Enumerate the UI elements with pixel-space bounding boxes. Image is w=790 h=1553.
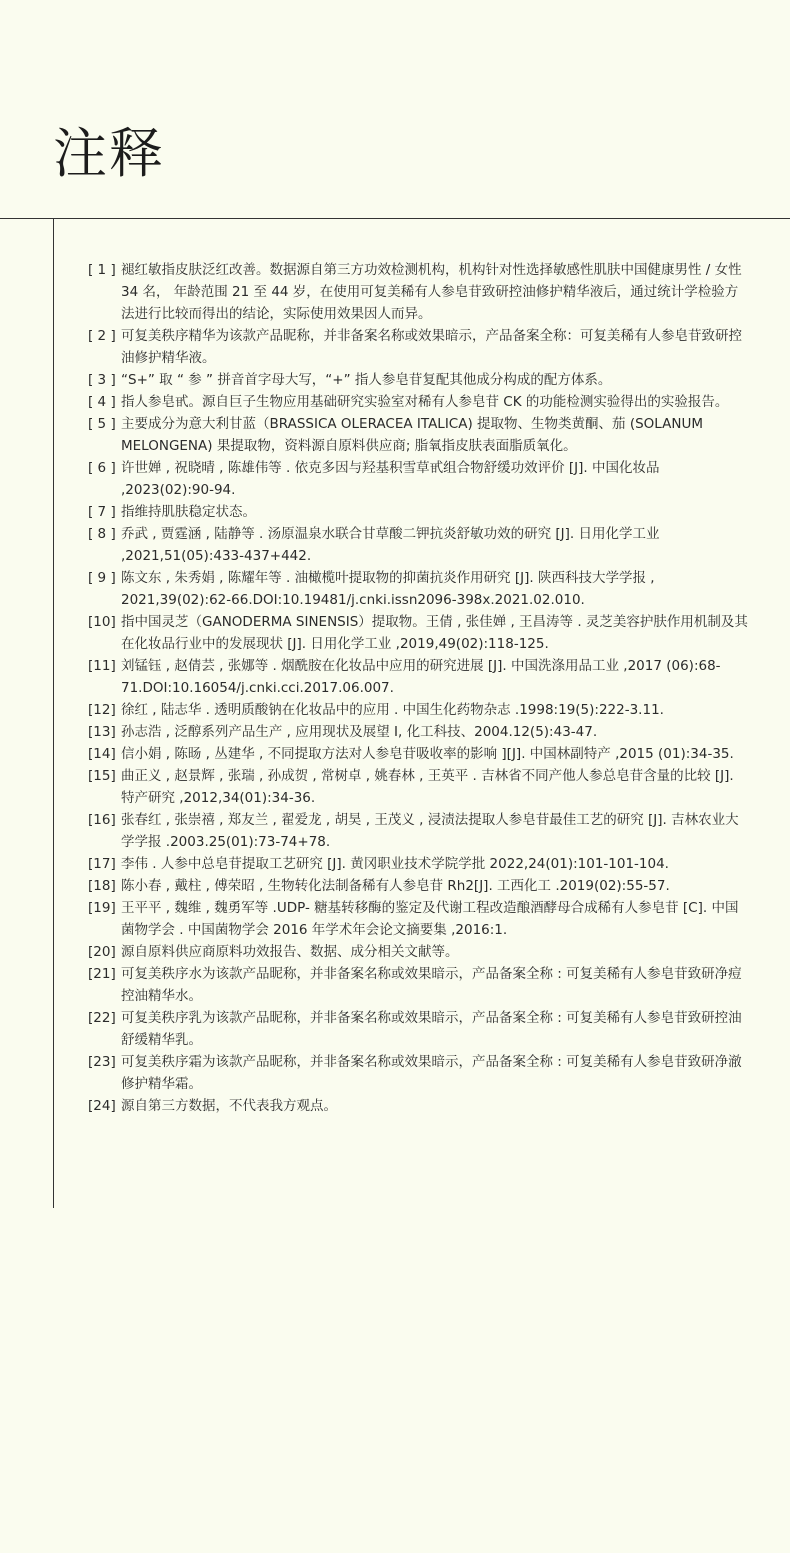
note-text: 可复美秩序霜为该款产品昵称，并非备案名称或效果暗示，产品备案全称 : 可复美稀有人参皂苷致研净澈修护精华霜。 [121, 1054, 742, 1092]
note-text: 陈小春 , 戴柱 , 傅荣昭 , 生物转化法制备稀有人参皂苷 Rh2[J]. 工西化工 .2019(02):55-57. [121, 878, 670, 894]
note-text: 指维持肌肤稳定状态。 [121, 504, 256, 520]
page-title: 注释 [53, 122, 165, 185]
note-number: [16] [88, 812, 116, 828]
note-number: [ 9 ] [88, 570, 116, 586]
note-text: 褪红敏指皮肤泛红改善。数据源自第三方功效检测机构，机构针对性选择敏感性肌肤中国健康男性 / 女性 34 名， 年龄范围 21 至 44 岁，在使用可复美稀有人参皂苷致研控油修护精华液后，通过统计学检验方法进行比较而得出的结论，实际使用效果因人而异。 [121, 262, 742, 322]
note-text: 徐红 , 陆志华 . 透明质酸钠在化妆品中的应用 . 中国生化药物杂志 .1998:19(5):222-3.11. [121, 702, 664, 718]
note-number: [ 1 ] [88, 262, 116, 278]
note-item [88, 853, 748, 875]
note-number: [ 7 ] [88, 504, 116, 520]
note-number: [ 6 ] [88, 460, 116, 476]
note-text: 指中国灵芝（GANODERMA SINENSIS）提取物。王倩 , 张佳婵 , 王昌涛等 . 灵芝美容护肤作用机制及其在化妆品行业中的发展现状 [J]. 日用化学工业 ,2019,49(02):118-125. [121, 614, 748, 652]
horizontal-divider [0, 218, 790, 219]
note-text: 源自第三方数据，不代表我方观点。 [121, 1098, 337, 1114]
note-item [88, 325, 748, 369]
note-text: 乔武 , 贾霆涵 , 陆静等 . 汤原温泉水联合甘草酸二钾抗炎舒敏功效的研究 [J]. 日用化学工业 ,2021,51(05):433-437+442. [121, 526, 660, 564]
note-item [88, 413, 748, 457]
note-number: [ 4 ] [88, 394, 116, 410]
note-number: [21] [88, 966, 116, 982]
note-item [88, 611, 748, 655]
note-item [88, 897, 748, 941]
note-number: [20] [88, 944, 116, 960]
note-text: “S+” 取 “ 参 ” 拼音首字母大写，“+” 指人参皂苷复配其他成分构成的配方体系。 [121, 372, 612, 388]
note-text: 刘锰钰 , 赵倩芸 , 张娜等 . 烟酰胺在化妆品中应用的研究进展 [J]. 中国洗涤用品工业 ,2017 (06):68-71.DOI:10.16054/j.cnki.cci.2017.06.007. [121, 658, 721, 696]
note-item [88, 743, 748, 765]
note-number: [ 8 ] [88, 526, 116, 542]
note-item [88, 1007, 748, 1051]
note-number: [19] [88, 900, 116, 916]
vertical-divider [53, 218, 54, 1208]
note-number: [11] [88, 658, 116, 674]
note-number: [ 3 ] [88, 372, 116, 388]
note-text: 主要成分为意大利甘蓝（BRASSICA OLERACEA ITALICA) 提取物、生物类黄酮、茄 (SOLANUM MELONGENA) 果提取物，资料源自原料供应商; 脂氧指皮肤表面脂质氧化。 [121, 416, 703, 454]
note-text: 王平平 , 魏维 , 魏勇军等 .UDP- 糖基转移酶的鉴定及代谢工程改造酿酒酵母合成稀有人参皂苷 [C]. 中国菌物学会 . 中国菌物学会 2016 年学术年会论文摘要集 ,2016:1. [121, 900, 739, 938]
note-item [88, 699, 748, 721]
note-text: 孙志浩 , 泛醇系列产品生产 , 应用现状及展望 I, 化工科技、2004.12(5):43-47. [121, 724, 598, 740]
note-text: 指人参皂甙。源自巨子生物应用基础研究实验室对稀有人参皂苷 CK 的功能检测实验得出的实验报告。 [121, 394, 729, 410]
note-item [88, 655, 748, 699]
note-item [88, 765, 748, 809]
note-item [88, 963, 748, 1007]
note-number: [13] [88, 724, 116, 740]
note-item [88, 369, 748, 391]
note-text: 源自原料供应商原料功效报告、数据、成分相关文献等。 [121, 944, 459, 960]
note-item [88, 501, 748, 523]
note-text: 曲正义 , 赵景辉 , 张瑞 , 孙成贺 , 常树卓 , 姚春林 , 王英平 . 吉林省不同产他人参总皂苷含量的比较 [J]. 特产研究 ,2012,34(01):34-36. [121, 768, 734, 806]
note-item [88, 259, 748, 325]
note-number: [14] [88, 746, 116, 762]
note-number: [22] [88, 1010, 116, 1026]
note-item [88, 875, 748, 897]
note-item [88, 809, 748, 853]
note-number: [18] [88, 878, 116, 894]
note-text: 信小娟 , 陈旸 , 丛建华 , 不同提取方法对人参皂苷吸收率的影响 ][J]. 中国林副特产 ,2015 (01):34-35. [121, 746, 734, 762]
note-number: [12] [88, 702, 116, 718]
note-text: 可复美秩序水为该款产品昵称，并非备案名称或效果暗示，产品备案全称 : 可复美稀有人参皂苷致研净痘控油精华水。 [121, 966, 742, 1004]
note-number: [ 5 ] [88, 416, 116, 432]
note-item [88, 523, 748, 567]
note-text: 许世婵 , 祝晓晴 , 陈雄伟等 . 依克多因与羟基积雪草甙组合物舒缓功效评价 [J]. 中国化妆品 ,2023(02):90-94. [121, 460, 660, 498]
note-item [88, 1095, 748, 1117]
note-item [88, 457, 748, 501]
note-text: 李伟 . 人参中总皂苷提取工艺研究 [J]. 黄冈职业技术学院学批 2022,24(01):101-101-104. [121, 856, 669, 872]
note-number: [17] [88, 856, 116, 872]
note-number: [23] [88, 1054, 116, 1070]
note-number: [15] [88, 768, 116, 784]
note-text: 陈文东 , 朱秀娟 , 陈耀年等 . 油橄榄叶提取物的抑菌抗炎作用研究 [J]. 陕西科技大学学报 , 2021,39(02):62-66.DOI:10.19481/j.cnki.issn2096-398x.2021.02.010. [121, 570, 655, 608]
note-item [88, 391, 748, 413]
note-text: 张春红 , 张崇禧 , 郑友兰 , 翟爱龙 , 胡昊 , 王茂义 , 浸渍法提取人参皂苷最佳工艺的研究 [J]. 吉林农业大学学报 .2003.25(01):73-74+78. [121, 812, 739, 850]
note-item [88, 721, 748, 743]
note-number: [24] [88, 1098, 116, 1114]
note-number: [ 2 ] [88, 328, 116, 344]
note-text: 可复美秩序精华为该款产品昵称，并非备案名称或效果暗示，产品备案全称：可复美稀有人参皂苷致研控油修护精华液。 [121, 328, 742, 366]
note-item [88, 567, 748, 611]
note-text: 可复美秩序乳为该款产品昵称，并非备案名称或效果暗示，产品备案全称 : 可复美稀有人参皂苷致研控油舒缓精华乳。 [121, 1010, 742, 1048]
note-item [88, 941, 748, 963]
note-item [88, 1051, 748, 1095]
note-number: [10] [88, 614, 116, 630]
notes-list [88, 259, 748, 1117]
